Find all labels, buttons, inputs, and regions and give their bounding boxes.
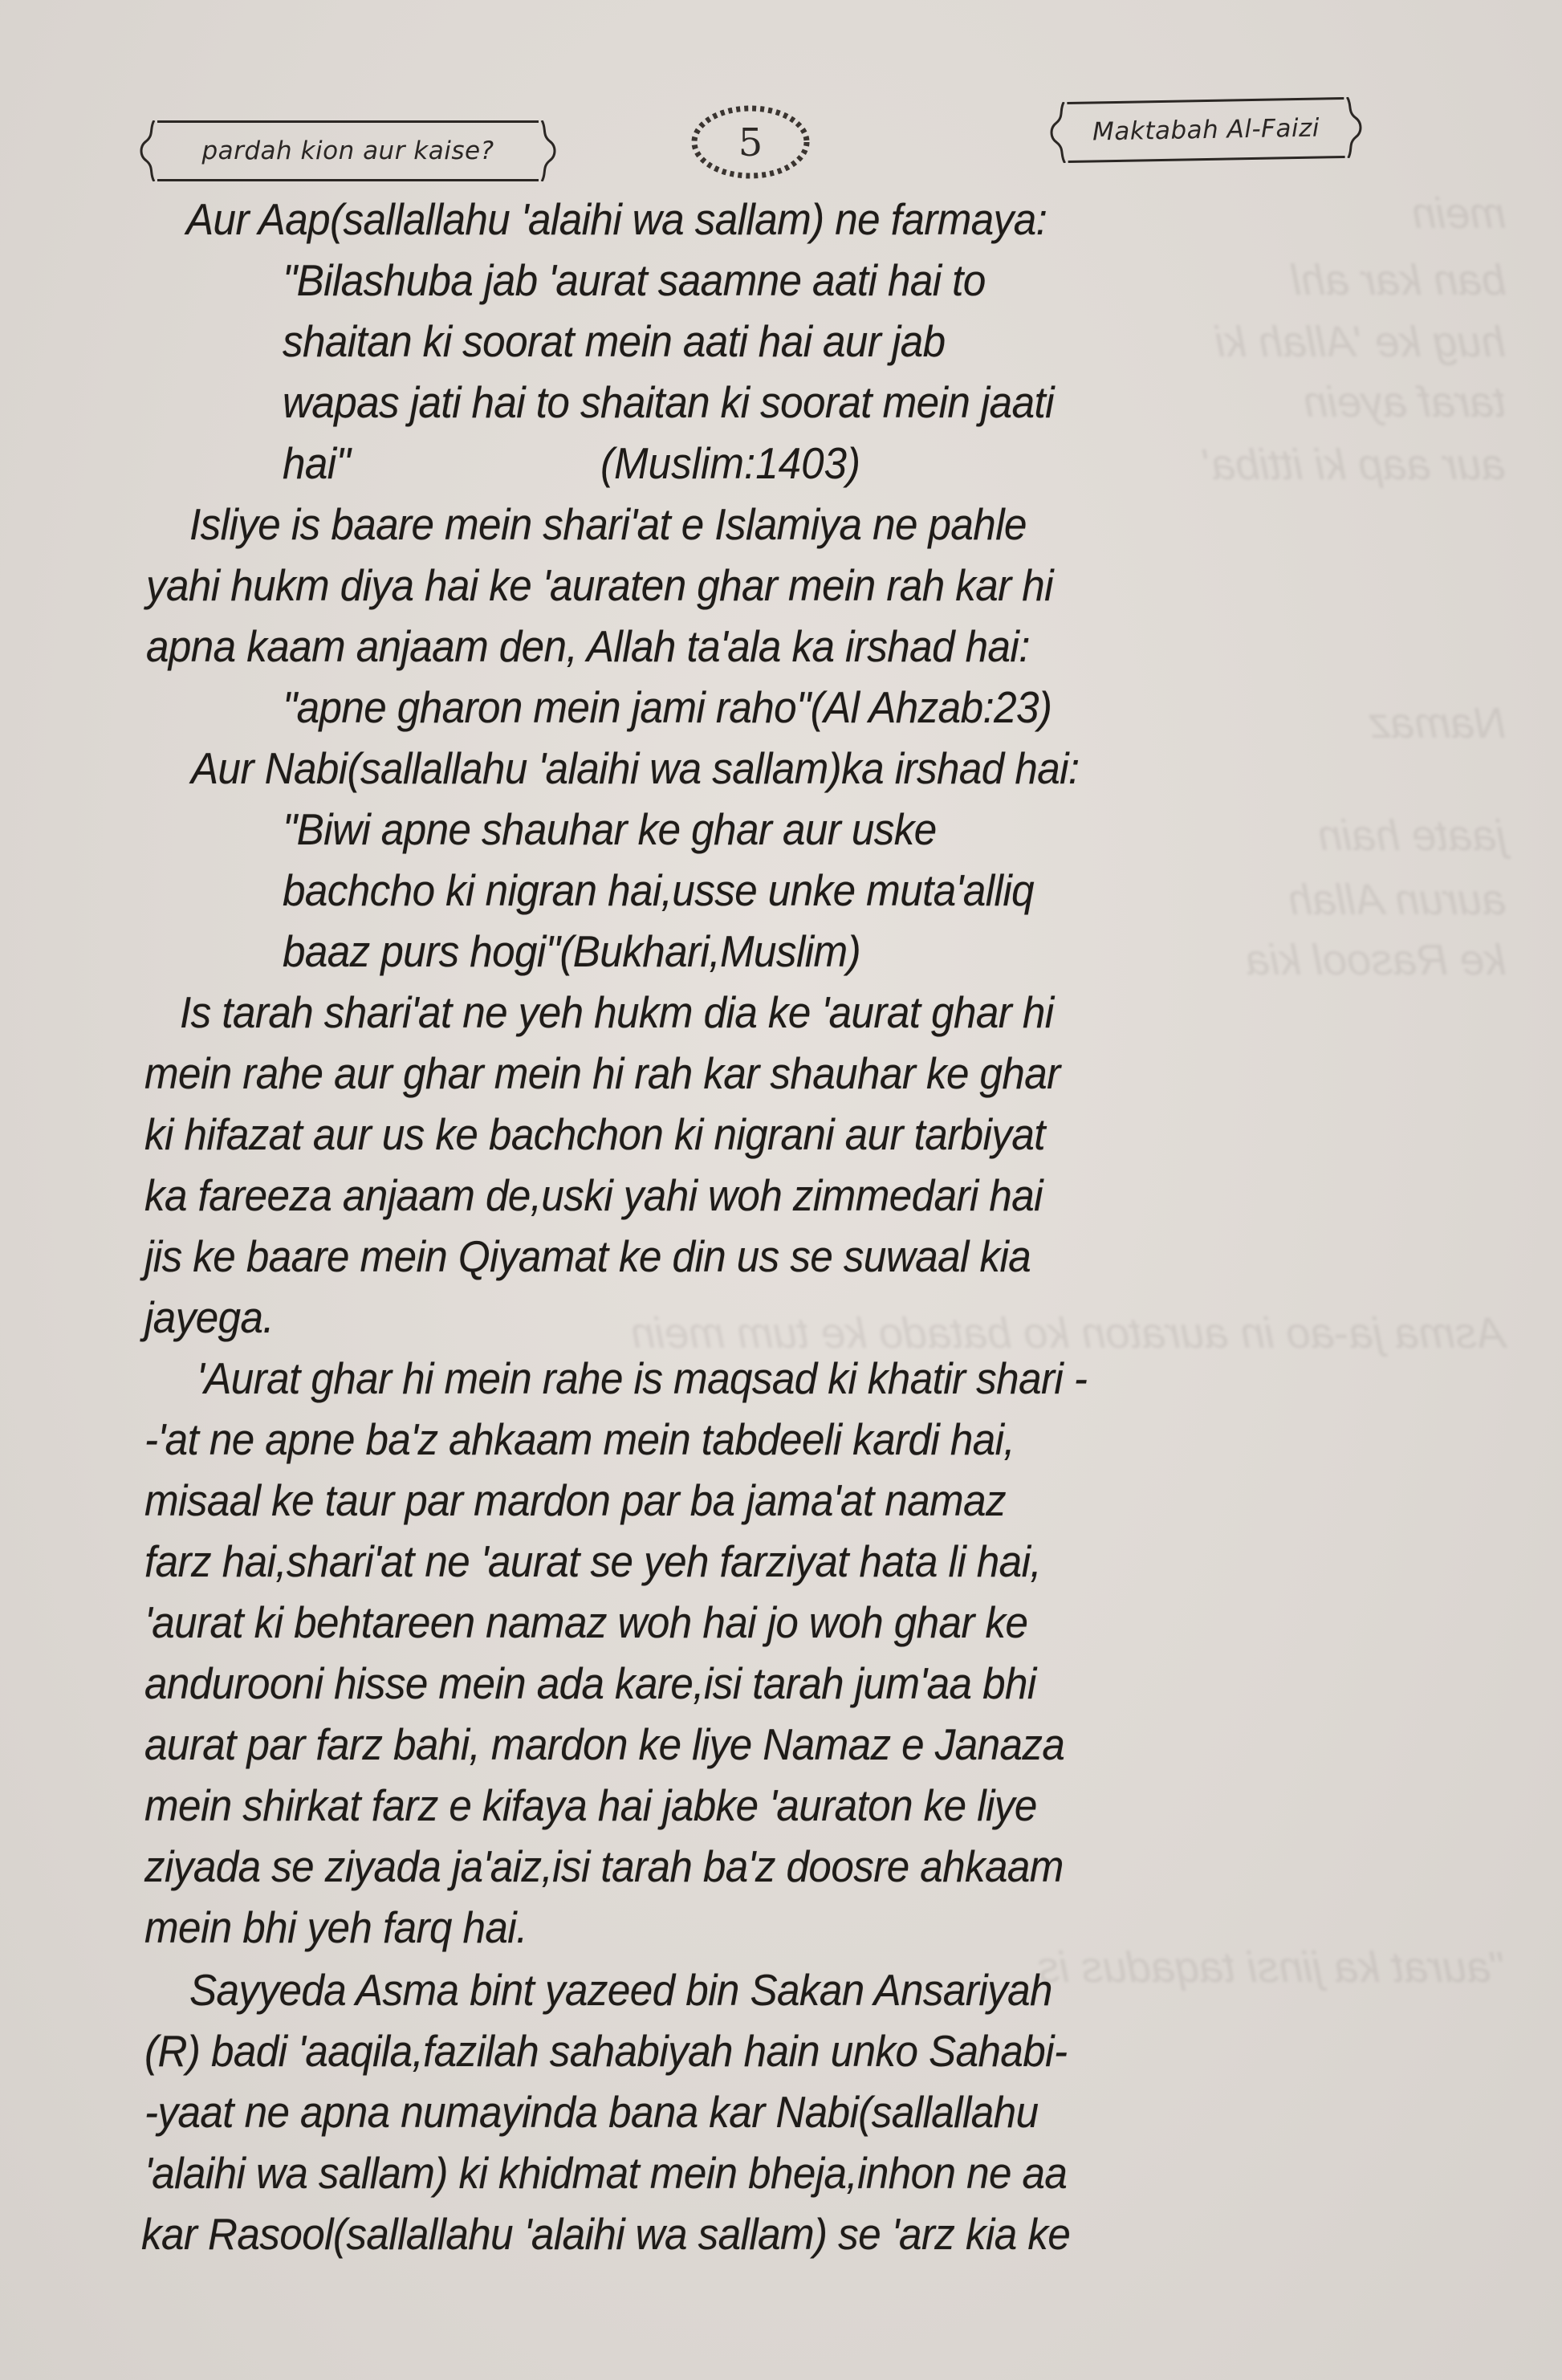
text-line: kar Rasool(sallallahu 'alaihi wa sallam) se 'arz kia ke <box>141 2209 1071 2259</box>
show-through-text: Asma ja-ao in auraton ko batado ke tum mein <box>631 1309 1506 1357</box>
text-line: farz hai,shari'at ne 'aurat se yeh farziyat hata li hai, <box>144 1536 1042 1586</box>
text-line: Aur Nabi(sallallahu 'alaihi wa sallam)ka irshad hai: <box>191 743 1080 793</box>
text-line: shaitan ki soorat mein aati hai aur jab <box>283 316 946 366</box>
show-through-text: ban kar ahl <box>1291 256 1506 304</box>
book-title: pardah kion aur kaise? <box>201 136 494 165</box>
book-title-banner <box>157 120 539 181</box>
text-line: mein shirkat farz e kifaya hai jabke 'auraton ke liye <box>144 1780 1037 1830</box>
show-through-text: aur aap ki ittiba' <box>1203 441 1506 489</box>
text-line: mein bhi yeh farq hai. <box>144 1902 527 1952</box>
text-line: yahi hukm diya hai ke 'auraten ghar mein rah kar hi <box>146 560 1053 610</box>
show-through-text: ke Rasool kia <box>1245 936 1506 984</box>
page-number: 5 <box>738 120 763 165</box>
text-line: -yaat ne apna numayinda bana kar Nabi(sallallahu <box>144 2087 1039 2137</box>
text-line: "Bilashuba jab 'aurat saamne aati hai to <box>283 255 986 305</box>
text-line: Sayyeda Asma bint yazeed bin Sakan Ansariyah <box>189 1965 1052 2015</box>
text-line: jis ke baare mein Qiyamat ke din us se suwaal kia <box>144 1231 1031 1281</box>
text-line: jayega. <box>144 1292 275 1342</box>
text-line: Isliye is baare mein shari'at e Islamiya ne pahle <box>189 499 1027 549</box>
text-line: ka fareeza anjaam de,uski yahi woh zimmedari hai <box>144 1170 1043 1220</box>
text-line: mein rahe aur ghar mein hi rah kar shauhar ke ghar <box>144 1048 1060 1098</box>
scroll-cap-left-icon <box>138 120 156 181</box>
text-line: (R) badi 'aaqila,fazilah sahabiyah hain unko Sahabi- <box>144 2026 1068 2076</box>
show-through-text: Namaz <box>1368 699 1506 747</box>
text-line: andurooni hisse mein ada kare,isi tarah jum'aa bhi <box>144 1658 1036 1708</box>
text-line: baaz purs hogi"(Bukhari,Muslim) <box>283 926 861 976</box>
text-line: ki hifazat aur us ke bachchon ki nigrani aur tarbiyat <box>144 1109 1045 1159</box>
text-line: -'at ne apne ba'z ahkaam mein tabdeeli kardi hai, <box>144 1414 1015 1464</box>
text-line: bachcho ki nigran hai,usse unke muta'alliq <box>283 865 1035 915</box>
scroll-cap-right-icon <box>1345 97 1364 158</box>
text-line: misaal ke taur par mardon par ba jama'at namaz <box>144 1475 1006 1525</box>
show-through-text: "aurat ka jinsi taqadus is <box>1037 1943 1506 1991</box>
text-line: "apne gharon mein jami raho"(Al Ahzab:23) <box>283 682 1052 732</box>
show-through-text: jaate hain <box>1317 812 1506 860</box>
hadith-reference: (Muslim:1403) <box>600 438 861 488</box>
text-line: 'Aurat ghar hi mein rahe is maqsad ki khatir shari - <box>197 1353 1088 1403</box>
show-through-text: taraf ayein <box>1303 378 1506 426</box>
show-through-text: aurun Allah <box>1287 876 1506 924</box>
publisher-name: Maktabah Al-Faizi <box>1092 113 1320 147</box>
scroll-cap-right-icon <box>540 120 558 181</box>
text-line: aurat par farz bahi, mardon ke liye Namaz e Janaza <box>144 1719 1065 1769</box>
text-line: wapas jati hai to shaitan ki soorat mein jaati <box>283 377 1054 427</box>
text-line: Aur Aap(sallallahu 'alaihi wa sallam) ne farmaya: <box>186 194 1047 244</box>
text-line: 'alaihi wa sallam) ki khidmat mein bheja,inhon ne aa <box>144 2148 1068 2198</box>
show-through-text: hug ke 'Allah ki <box>1215 318 1506 366</box>
text-line: ziyada se ziyada ja'aiz,isi tarah ba'z doosre ahkaam <box>144 1841 1064 1891</box>
text-line: Is tarah shari'at ne yeh hukm dia ke 'aurat ghar hi <box>180 987 1054 1037</box>
scroll-cap-left-icon <box>1047 102 1066 163</box>
show-through-text: mein <box>1411 189 1506 238</box>
page-number-badge <box>686 100 815 185</box>
text-line: apna kaam anjaam den, Allah ta'ala ka irshad hai: <box>146 621 1030 671</box>
text-line: "Biwi apne shauhar ke ghar aur uske <box>283 804 937 854</box>
publisher-banner <box>1067 97 1344 163</box>
text-line: 'aurat ki behtareen namaz woh hai jo woh ghar ke <box>144 1597 1028 1647</box>
text-line: hai" <box>283 438 351 488</box>
